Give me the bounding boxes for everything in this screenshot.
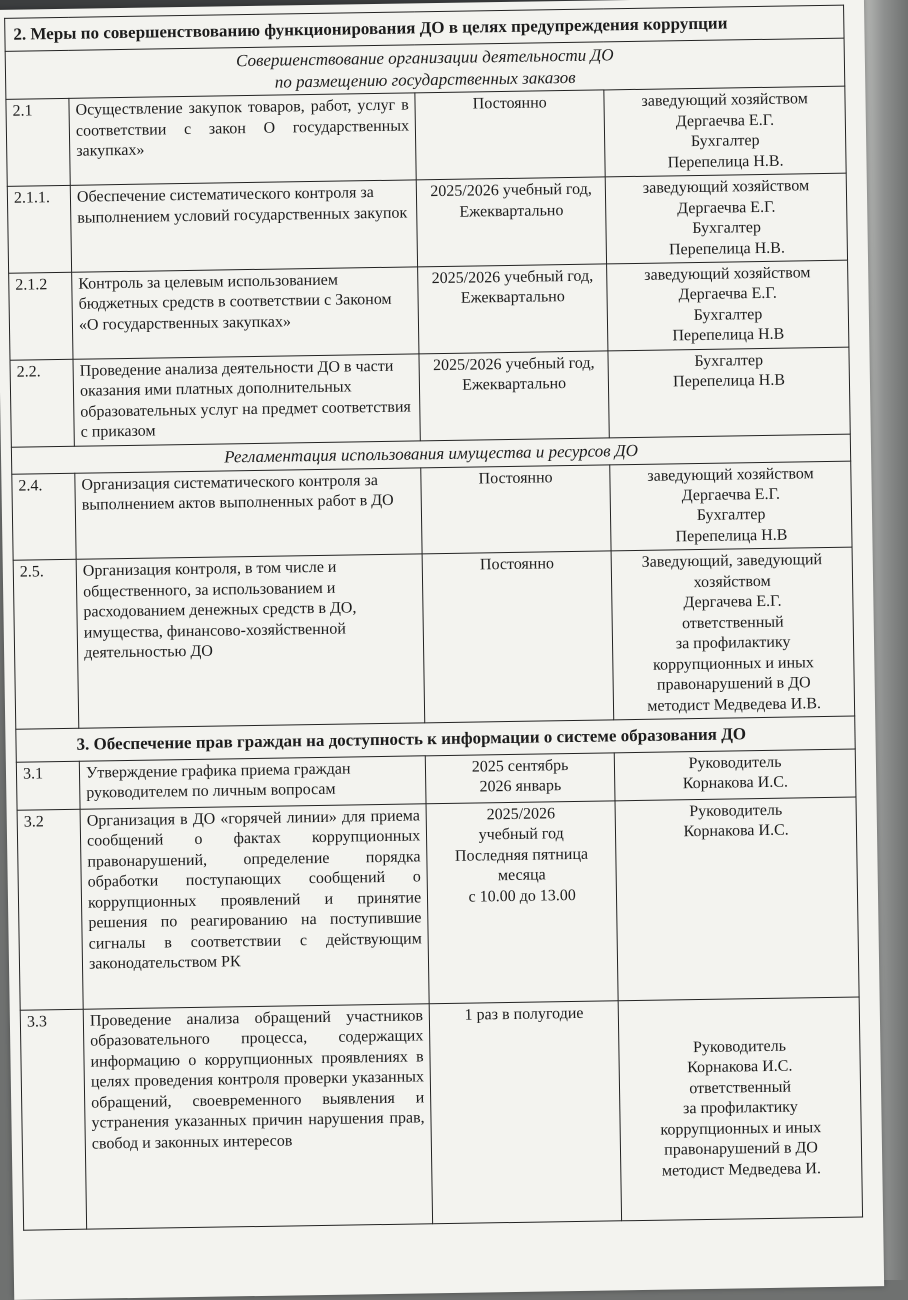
resp-line: методист Медведева И.В. [647,694,822,715]
row-measure: Организация контроля, в том числе и общественного, за использованием и расходованием денежных средств в ДО, имущества, финансово-хозяйственной деятельностью ДО [76,554,425,728]
term-line: 1 раз в полугодие [464,1004,584,1024]
resp-line: Заведующий, заведующий [641,551,823,572]
row-term: 2025/2026 учебный год, Ежеквартально [416,177,606,267]
resp-line: Бухгалтер [692,219,762,238]
row-number: 3.1 [16,761,80,810]
row-measure: Обеспечение систематического контроля за выполнением условий государственных закупок [70,180,417,272]
row-term: 2025/2026 учебный год, Ежеквартально [418,264,608,354]
term-line: Последняя пятница [454,845,589,865]
resp-line: Дергаечва Е.Г. [675,111,775,131]
section-3-heading: 3. Обеспечение прав граждан на доступность к информации о системе образования ДО [16,716,855,762]
resp-line: правонарушений в ДО [664,1139,819,1159]
row-term: 2025/2026 учебный год, Ежеквартально [419,351,609,441]
resp-line: Перепелица Н.В [672,371,786,391]
resp-line: Бухгалтер [694,351,764,370]
subheading-property: Регламентация использования имущества и ресурсов ДО [11,434,850,474]
resp-line: заведующий хозяйством [641,90,808,111]
table-row [12,461,852,561]
resp-line: коррупционных и иных [652,653,814,674]
table-row [10,347,850,447]
row-responsible [618,997,862,1221]
resp-line: Перепелица Н.В [675,526,788,546]
row-responsible [611,547,854,720]
resp-line: Перепелица Н.В. [667,152,784,172]
resp-line: заведующий хозяйством [642,177,810,197]
measures-table [4,5,863,1231]
table-row [13,547,855,729]
resp-line: Дергаечва Е.Г. [678,285,777,304]
table-row [20,997,862,1230]
table-row [9,260,849,360]
resp-line: Корнакова И.С. [687,1057,793,1077]
table-row [6,86,846,186]
row-responsible [605,173,847,264]
resp-line: Бухгалтер [696,506,766,525]
row-measure: Утверждение графика приема граждан руководителем по личным вопросам [79,756,426,809]
resp-line: Бухгалтер [693,305,763,324]
term-line: месяца [497,866,546,885]
row-responsible [610,461,852,552]
row-measure: Проведение анализа деятельности ДО в части оказания ими платных дополнительных образовательных услуг на предмет соответствия с приказом [73,354,420,446]
resp-line: за профилактику [682,1098,798,1118]
resp-line: хозяйством [693,572,771,591]
term-line: учебный год [478,825,564,844]
row-number: 2.1.1. [7,185,71,273]
term-line: 2025 сентябрь [471,756,569,776]
row-term: Постоянно [415,90,605,180]
resp-line: Дергаечва Е.Г. [677,198,776,217]
resp-line: Руководитель [688,753,782,773]
row-number: 2.1 [6,99,70,187]
row-term [425,753,615,804]
table-row [7,173,847,273]
resp-line: Перепелица Н.В [672,326,785,345]
row-measure: Организация систематического контроля за выполнением актов выполненных работ в ДО [75,467,422,559]
subheading-procurement-line2: по размещению государственных заказов [274,67,576,92]
resp-line: Руководитель [692,1037,787,1056]
resp-line: Бухгалтер [690,132,760,151]
resp-line: ответственный [681,613,784,633]
table-row [17,797,859,1010]
resp-line: за профилактику [675,633,791,653]
row-term [426,801,618,1004]
row-term: Постоянно [421,464,611,554]
row-measure: Контроль за целевым использованием бюджетных средств в соответствии с Законом «О государственных закупках» [72,267,419,359]
resp-line: методист Медведева И. [661,1159,822,1180]
row-measure: Проведение анализа обращений участников образовательного процесса, содержащих информацию о коррупционных проявлениях в целях проведения контроля проверки указанных обращений, своевременного выявления и устранения указанных причин нарушения прав, свобод и законных интересов [83,1004,433,1229]
resp-line: Дергачева Е.Г. [683,593,782,612]
row-number: 2.2. [10,359,74,447]
row-responsible [614,749,856,801]
row-term: Постоянно [422,551,614,723]
resp-line: Корнакова И.С. [682,773,789,793]
term-line: 2026 январь [479,777,562,796]
resp-line: правонарушений в ДО [656,674,811,694]
resp-line: заведующий хозяйством [644,264,811,284]
term-line: с 10.00 до 13.00 [468,886,576,906]
subheading-procurement-line1: Совершенствование организации деятельности ДО [235,45,614,70]
resp-line: Руководитель [689,801,783,821]
row-measure: Организация в ДО «горячей линии» для приема сообщений о фактах коррупционных правонарушений, определение порядка обработки поступающих сообщений о коррупционных проявлений и принятие решения по реагированию на поступившие сигналы в соответствии с действующим законодательством РК [80,804,429,1009]
row-responsible [604,86,846,177]
row-number: 3.2 [17,809,83,1010]
resp-line: Корнакова И.С. [683,821,789,841]
row-term [429,1001,622,1224]
row-responsible [615,797,859,1001]
row-number: 2.5. [13,560,79,730]
section-2-heading: 2. Меры по совершенствованию функционирования ДО в целях предупреждения коррупции [5,5,844,51]
row-measure: Осуществление закупок товаров, работ, услуг в соответствии с закон О государственных закупках» [69,93,416,185]
row-responsible [608,347,850,438]
row-number: 2.4. [12,473,76,561]
term-line: 2025/2026 [486,805,556,824]
resp-line: Дергаечва Е.Г. [681,485,781,505]
row-responsible [607,260,849,351]
row-number: 2.1.2 [9,272,73,360]
resp-line: заведующий хозяйством [647,464,814,485]
resp-line: коррупционных и иных [660,1118,822,1139]
resp-line: ответственный [689,1078,792,1097]
row-number: 3.3 [20,1009,86,1230]
resp-line: Перепелица Н.В. [668,239,785,258]
